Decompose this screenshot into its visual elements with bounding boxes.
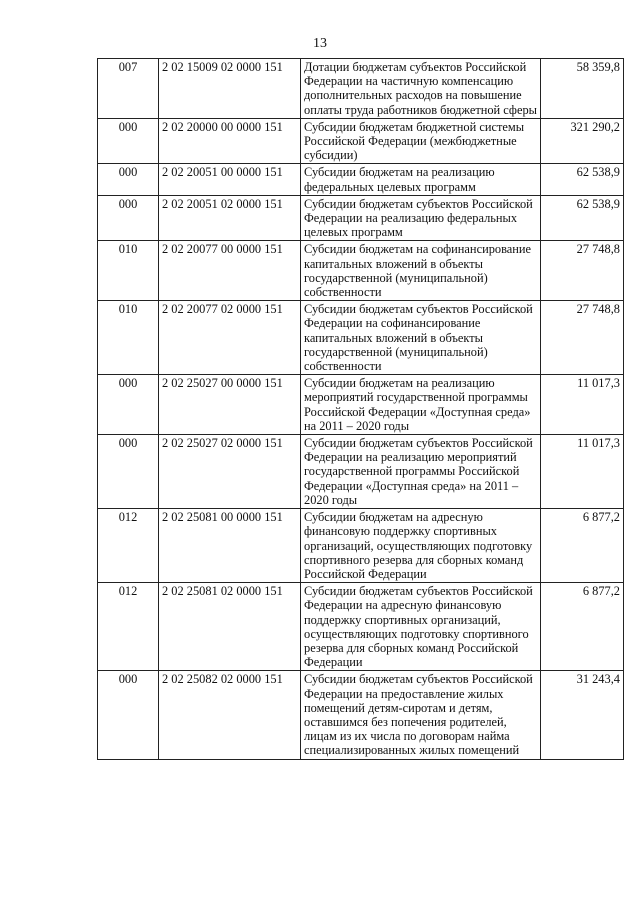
classification-code-cell: 2 02 25082 02 0000 151 <box>159 671 301 759</box>
amount-cell: 11 017,3 <box>541 435 624 509</box>
table-row <box>98 375 624 435</box>
table-row <box>98 59 624 119</box>
table-row <box>98 164 624 195</box>
table-row <box>98 241 624 301</box>
admin-code-cell: 000 <box>98 164 159 195</box>
revenue-name-cell: Субсидии бюджетам субъектов Российской Федерации на предоставление жилых помещений детям-сиротам и детям, оставшимся без попечения родителей, лицам из их числа по договорам найма специализированных жилых помещений <box>301 671 541 759</box>
revenue-name-cell: Субсидии бюджетам на адресную финансовую поддержку спортивных организаций, осуществляющих подготовку спортивного резерва для сборных команд Российской Федерации <box>301 509 541 583</box>
budget-revenue-table <box>97 58 624 760</box>
amount-cell: 11 017,3 <box>541 375 624 435</box>
admin-code-cell: 000 <box>98 435 159 509</box>
classification-code-cell: 2 02 20000 00 0000 151 <box>159 118 301 164</box>
amount-cell: 27 748,8 <box>541 301 624 375</box>
classification-code-cell: 2 02 25081 02 0000 151 <box>159 583 301 671</box>
classification-code-cell: 2 02 25027 02 0000 151 <box>159 435 301 509</box>
amount-cell: 27 748,8 <box>541 241 624 301</box>
amount-cell: 58 359,8 <box>541 59 624 119</box>
amount-cell: 321 290,2 <box>541 118 624 164</box>
classification-code-cell: 2 02 20077 02 0000 151 <box>159 301 301 375</box>
table-row <box>98 301 624 375</box>
admin-code-cell: 000 <box>98 375 159 435</box>
amount-cell: 62 538,9 <box>541 164 624 195</box>
classification-code-cell: 2 02 15009 02 0000 151 <box>159 59 301 119</box>
admin-code-cell: 000 <box>98 118 159 164</box>
revenue-name-cell: Дотации бюджетам субъектов Российской Федерации на частичную компенсацию дополнительных расходов на повышение оплаты труда работников бюджетной сферы <box>301 59 541 119</box>
table-row <box>98 195 624 241</box>
revenue-name-cell: Субсидии бюджетам субъектов Российской Федерации на реализацию федеральных целевых программ <box>301 195 541 241</box>
table-row <box>98 435 624 509</box>
table-row <box>98 509 624 583</box>
table-row <box>98 118 624 164</box>
admin-code-cell: 000 <box>98 671 159 759</box>
classification-code-cell: 2 02 20051 00 0000 151 <box>159 164 301 195</box>
revenue-name-cell: Субсидии бюджетам на реализацию мероприятий государственной программы Российской Федерации «Доступная среда» на 2011 – 2020 годы <box>301 375 541 435</box>
admin-code-cell: 010 <box>98 301 159 375</box>
amount-cell: 6 877,2 <box>541 509 624 583</box>
admin-code-cell: 000 <box>98 195 159 241</box>
page-number: 13 <box>313 36 327 51</box>
classification-code-cell: 2 02 25027 00 0000 151 <box>159 375 301 435</box>
amount-cell: 62 538,9 <box>541 195 624 241</box>
classification-code-cell: 2 02 20051 02 0000 151 <box>159 195 301 241</box>
classification-code-cell: 2 02 25081 00 0000 151 <box>159 509 301 583</box>
admin-code-cell: 012 <box>98 583 159 671</box>
table-row <box>98 671 624 759</box>
revenue-name-cell: Субсидии бюджетам субъектов Российской Федерации на софинансирование капитальных вложений в объекты государственной (муниципальной) собственности <box>301 301 541 375</box>
revenue-name-cell: Субсидии бюджетам на софинансирование капитальных вложений в объекты государственной (муниципальной) собственности <box>301 241 541 301</box>
admin-code-cell: 010 <box>98 241 159 301</box>
admin-code-cell: 007 <box>98 59 159 119</box>
revenue-name-cell: Субсидии бюджетам субъектов Российской Федерации на реализацию мероприятий государственной программы Российской Федерации «Доступная среда» на 2011 – 2020 годы <box>301 435 541 509</box>
amount-cell: 6 877,2 <box>541 583 624 671</box>
revenue-name-cell: Субсидии бюджетам на реализацию федеральных целевых программ <box>301 164 541 195</box>
revenue-name-cell: Субсидии бюджетам субъектов Российской Федерации на адресную финансовую поддержку спортивных организаций, осуществляющих подготовку спортивного резерва для сборных команд Российской Федерации <box>301 583 541 671</box>
classification-code-cell: 2 02 20077 00 0000 151 <box>159 241 301 301</box>
revenue-name-cell: Субсидии бюджетам бюджетной системы Российской Федерации (межбюджетные субсидии) <box>301 118 541 164</box>
admin-code-cell: 012 <box>98 509 159 583</box>
amount-cell: 31 243,4 <box>541 671 624 759</box>
table-row <box>98 583 624 671</box>
